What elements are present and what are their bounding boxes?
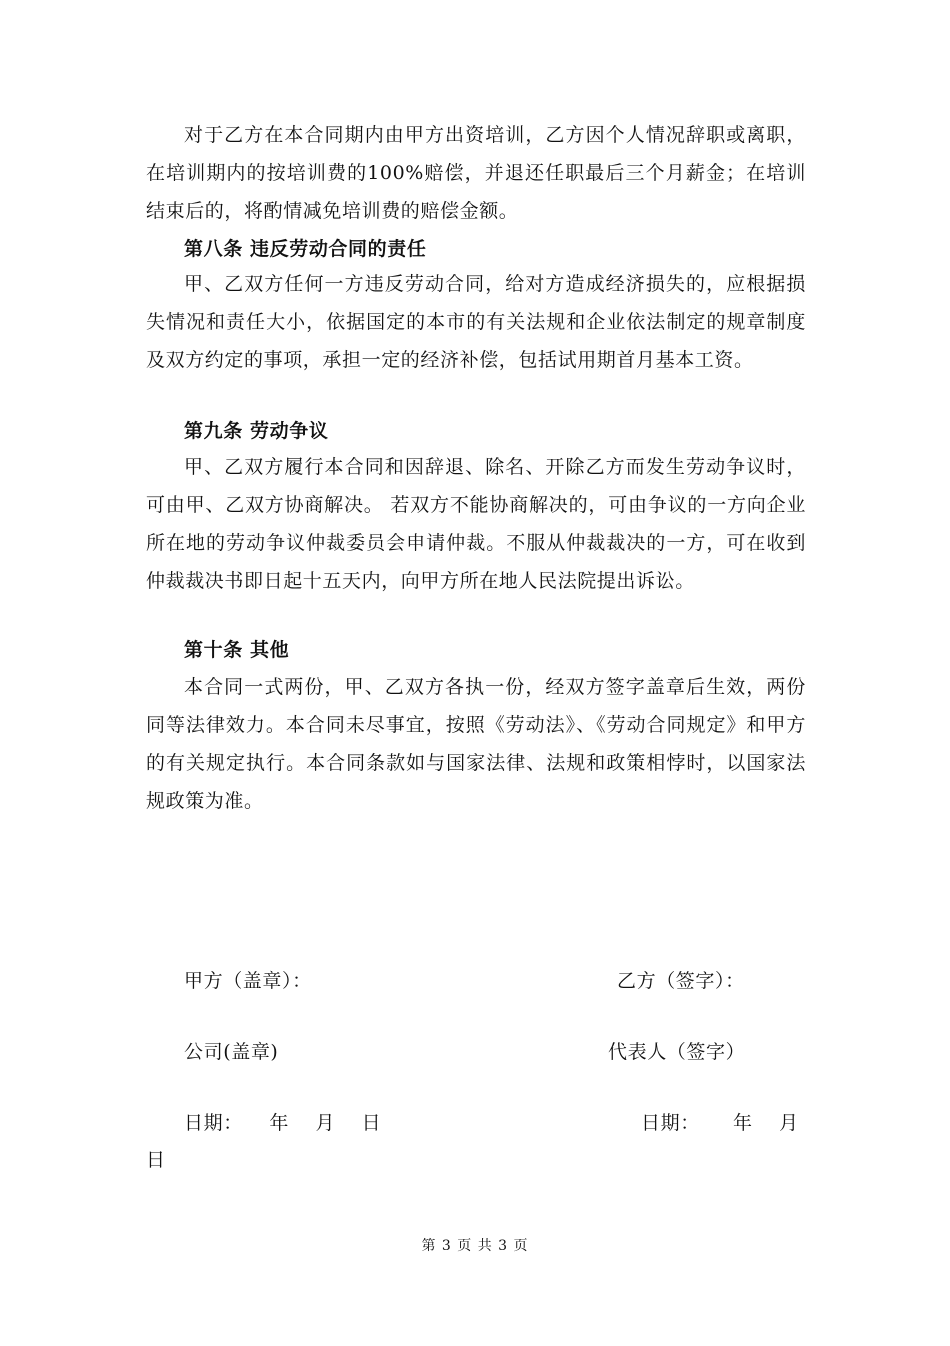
clause7-tail-paragraph: 对于乙方在本合同期内由甲方出资培训，乙方因个人情况辞职或离职，在培训期内的按培训费的100%赔偿，并退还任职最后三个月薪金；在培训结束后的，将酌情减免培训费的赔偿金额。 (146, 124, 806, 222)
clause10-heading: 第十条 其他 (184, 639, 290, 661)
clause8-heading: 第八条 违反劳动合同的责任 (184, 238, 427, 260)
clause10-body: 本合同一式两份，甲、乙双方各执一份，经双方签字盖章后生效，两份同等法律效力。本合同未尽事宜，按照《劳动法》、《劳动合同规定》和甲方的有关规定执行。本合同条款如与国家法律、法规和政策相悖时，以国家法规政策为准。 (146, 676, 806, 812)
party-b-signature-label: 乙方（签字）： (617, 970, 745, 992)
representative-signature-label: 代表人（签字） (608, 1041, 746, 1063)
party-a-seal-label: 甲方（盖章）： (184, 970, 312, 992)
party-b-date-day-wrap: 日 (146, 1149, 166, 1171)
clause9-heading: 第九条 劳动争议 (184, 420, 329, 442)
page-number-footer: 第 3 页 共 3 页 (421, 1238, 529, 1254)
party-a-date-label: 日期： 年 月 日 (184, 1112, 382, 1134)
clause9-body: 甲、乙双方履行本合同和因辞退、除名、开除乙方而发生劳动争议时，可由甲、乙双方协商解决。 若双方不能协商解决的，可由争议的一方向企业所在地的劳动争议仲裁委员会申请仲裁。不服从仲裁裁决的一方，可在收到仲裁裁决书即日起十五天内，向甲方所在地人民法院提出诉讼。 (146, 456, 806, 592)
party-b-date-label: 日期： 年 月 (641, 1112, 799, 1134)
clause8-body: 甲、乙双方任何一方违反劳动合同，给对方造成经济损失的，应根据损失情况和责任大小，依据国定的本市的有关法规和企业依法制定的规章制度及双方约定的事项，承担一定的经济补偿，包括试用期首月基本工资。 (146, 273, 806, 371)
company-seal-label: 公司(盖章) (184, 1041, 279, 1063)
